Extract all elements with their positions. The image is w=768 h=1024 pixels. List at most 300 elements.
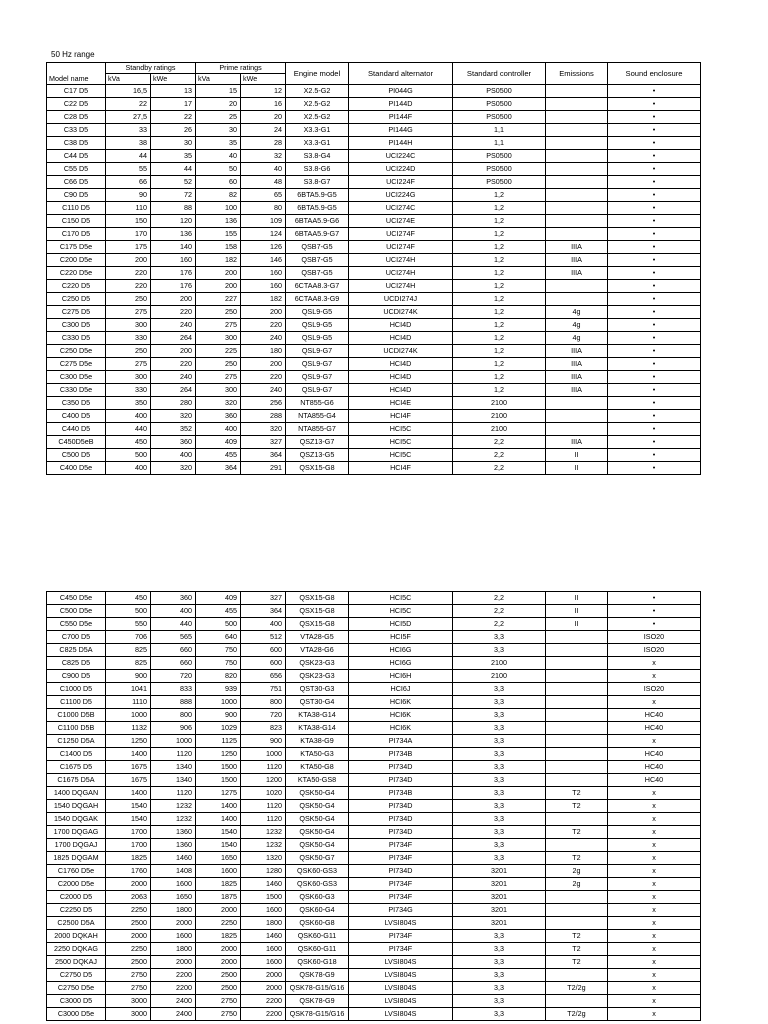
header-emissions: Emissions: [546, 63, 608, 85]
cell-controller: 3,3: [453, 761, 546, 774]
cell-engine-model: QSX15-G8: [286, 592, 349, 605]
cell-standby-kwe: 240: [151, 371, 196, 384]
cell-prime-kva: 100: [196, 202, 241, 215]
cell-prime-kva: 60: [196, 176, 241, 189]
table-row: [47, 592, 701, 605]
cell-prime-kva: 2750: [196, 995, 241, 1008]
cell-controller: PS0500: [453, 98, 546, 111]
cell-emissions: T2: [546, 943, 608, 956]
cell-alternator: PI734B: [349, 748, 453, 761]
cell-standby-kwe: 280: [151, 397, 196, 410]
cell-alternator: PI734D: [349, 813, 453, 826]
cell-prime-kva: 2000: [196, 956, 241, 969]
cell-standby-kwe: 352: [151, 423, 196, 436]
table-row: [47, 683, 701, 696]
table-row: [47, 423, 701, 436]
cell-engine-model: 6BTA5.9-G5: [286, 189, 349, 202]
cell-enclosure: •: [608, 163, 701, 176]
cell-enclosure: x: [608, 956, 701, 969]
cell-prime-kwe: 1280: [241, 865, 286, 878]
table-row: [47, 696, 701, 709]
cell-standby-kva: 1540: [106, 800, 151, 813]
cell-standby-kva: 825: [106, 657, 151, 670]
cell-standby-kwe: 17: [151, 98, 196, 111]
cell-model-name: 1700 DQGAJ: [47, 839, 106, 852]
cell-standby-kwe: 30: [151, 137, 196, 150]
cell-controller: 1,2: [453, 267, 546, 280]
cell-prime-kwe: 1120: [241, 761, 286, 774]
cell-controller: 1,2: [453, 228, 546, 241]
cell-prime-kwe: 600: [241, 657, 286, 670]
cell-standby-kva: 16,5: [106, 85, 151, 98]
cell-enclosure: •: [608, 189, 701, 202]
cell-enclosure: x: [608, 670, 701, 683]
cell-standby-kwe: 660: [151, 644, 196, 657]
cell-standby-kva: 1825: [106, 852, 151, 865]
cell-engine-model: QST30-G4: [286, 696, 349, 709]
cell-emissions: [546, 748, 608, 761]
cell-standby-kva: 170: [106, 228, 151, 241]
cell-alternator: UCI274H: [349, 254, 453, 267]
cell-standby-kwe: 264: [151, 332, 196, 345]
cell-prime-kva: 155: [196, 228, 241, 241]
cell-standby-kva: 1700: [106, 826, 151, 839]
cell-prime-kva: 35: [196, 137, 241, 150]
cell-standby-kwe: 440: [151, 618, 196, 631]
cell-engine-model: KTA50-GS8: [286, 774, 349, 787]
cell-controller: 3,3: [453, 748, 546, 761]
cell-alternator: HCI6H: [349, 670, 453, 683]
cell-standby-kva: 1110: [106, 696, 151, 709]
table-row: [47, 410, 701, 423]
cell-standby-kva: 1675: [106, 761, 151, 774]
table-row: [47, 644, 701, 657]
cell-standby-kva: 825: [106, 644, 151, 657]
cell-emissions: [546, 891, 608, 904]
cell-standby-kva: 706: [106, 631, 151, 644]
cell-alternator: UCI274F: [349, 241, 453, 254]
cell-prime-kva: 225: [196, 345, 241, 358]
cell-standby-kva: 2000: [106, 930, 151, 943]
cell-standby-kva: 220: [106, 267, 151, 280]
cell-enclosure: •: [608, 98, 701, 111]
cell-prime-kwe: 160: [241, 267, 286, 280]
header-row-groups: [47, 63, 701, 74]
cell-prime-kva: 1125: [196, 735, 241, 748]
cell-prime-kwe: 80: [241, 202, 286, 215]
cell-model-name: 1825 DQGAM: [47, 852, 106, 865]
cell-standby-kva: 300: [106, 371, 151, 384]
cell-prime-kva: 1540: [196, 826, 241, 839]
table-top-body: [47, 85, 701, 475]
cell-standby-kwe: 1340: [151, 761, 196, 774]
cell-standby-kva: 550: [106, 618, 151, 631]
cell-alternator: HCI6K: [349, 709, 453, 722]
cell-prime-kva: 1650: [196, 852, 241, 865]
cell-prime-kwe: 1500: [241, 891, 286, 904]
cell-engine-model: QSK50-G4: [286, 800, 349, 813]
cell-model-name: C300 D5e: [47, 371, 106, 384]
cell-standby-kwe: 2400: [151, 995, 196, 1008]
cell-alternator: UCI224D: [349, 163, 453, 176]
table-row: [47, 124, 701, 137]
cell-controller: PS0500: [453, 163, 546, 176]
table-row: [47, 371, 701, 384]
cell-model-name: C55 D5: [47, 163, 106, 176]
cell-engine-model: X3.3-G1: [286, 124, 349, 137]
cell-alternator: LVSI804S: [349, 1008, 453, 1021]
cell-prime-kwe: 240: [241, 384, 286, 397]
cell-prime-kva: 455: [196, 605, 241, 618]
cell-controller: 3,3: [453, 839, 546, 852]
cell-model-name: C170 D5: [47, 228, 106, 241]
cell-alternator: PI734D: [349, 800, 453, 813]
table-row: [47, 722, 701, 735]
cell-engine-model: QSK60-G11: [286, 930, 349, 943]
cell-standby-kwe: 22: [151, 111, 196, 124]
cell-enclosure: •: [608, 319, 701, 332]
table-row: [47, 774, 701, 787]
cell-engine-model: 6CTAA8.3-G7: [286, 280, 349, 293]
cell-engine-model: QSK23-G3: [286, 670, 349, 683]
cell-controller: 1,2: [453, 280, 546, 293]
cell-standby-kva: 275: [106, 358, 151, 371]
cell-prime-kva: 2000: [196, 904, 241, 917]
cell-standby-kwe: 72: [151, 189, 196, 202]
cell-prime-kva: 640: [196, 631, 241, 644]
cell-emissions: [546, 423, 608, 436]
cell-enclosure: HC40: [608, 748, 701, 761]
cell-enclosure: x: [608, 878, 701, 891]
table-row: [47, 319, 701, 332]
cell-emissions: [546, 397, 608, 410]
cell-prime-kwe: 1200: [241, 774, 286, 787]
cell-engine-model: QST30-G3: [286, 683, 349, 696]
cell-alternator: HCI4D: [349, 319, 453, 332]
table-row: [47, 748, 701, 761]
cell-controller: 2,2: [453, 592, 546, 605]
cell-standby-kva: 450: [106, 436, 151, 449]
cell-standby-kva: 1400: [106, 748, 151, 761]
cell-model-name: C825 D5: [47, 657, 106, 670]
table-row: [47, 85, 701, 98]
cell-emissions: IIIA: [546, 254, 608, 267]
cell-emissions: [546, 917, 608, 930]
cell-emissions: [546, 111, 608, 124]
cell-controller: 2100: [453, 423, 546, 436]
cell-prime-kva: 182: [196, 254, 241, 267]
cell-standby-kva: 2750: [106, 969, 151, 982]
cell-model-name: C28 D5: [47, 111, 106, 124]
cell-engine-model: KTA38-G14: [286, 722, 349, 735]
cell-standby-kva: 27,5: [106, 111, 151, 124]
cell-standby-kva: 1760: [106, 865, 151, 878]
cell-standby-kva: 3000: [106, 995, 151, 1008]
cell-emissions: II: [546, 449, 608, 462]
table-row: [47, 449, 701, 462]
table-row: [47, 618, 701, 631]
cell-model-name: 1540 DQGAH: [47, 800, 106, 813]
cell-alternator: HCI5C: [349, 449, 453, 462]
cell-prime-kva: 409: [196, 436, 241, 449]
cell-prime-kwe: 327: [241, 436, 286, 449]
cell-engine-model: QSZ13-G5: [286, 449, 349, 462]
cell-standby-kwe: 264: [151, 384, 196, 397]
table-row: [47, 839, 701, 852]
cell-prime-kva: 250: [196, 306, 241, 319]
table-row: [47, 163, 701, 176]
cell-enclosure: x: [608, 969, 701, 982]
cell-prime-kwe: 2000: [241, 982, 286, 995]
cell-standby-kwe: 1340: [151, 774, 196, 787]
cell-prime-kwe: 1800: [241, 917, 286, 930]
cell-model-name: C500 D5e: [47, 605, 106, 618]
cell-prime-kwe: 900: [241, 735, 286, 748]
cell-model-name: C2750 D5e: [47, 982, 106, 995]
cell-enclosure: x: [608, 787, 701, 800]
cell-model-name: 2250 DQKAG: [47, 943, 106, 956]
cell-standby-kwe: 200: [151, 345, 196, 358]
cell-prime-kwe: 180: [241, 345, 286, 358]
cell-controller: 3,3: [453, 943, 546, 956]
cell-engine-model: QSB7-G5: [286, 241, 349, 254]
cell-alternator: PI144H: [349, 137, 453, 150]
cell-enclosure: •: [608, 215, 701, 228]
cell-prime-kwe: 160: [241, 280, 286, 293]
cell-model-name: C440 D5: [47, 423, 106, 436]
cell-emissions: [546, 774, 608, 787]
cell-engine-model: QSX15-G8: [286, 462, 349, 475]
table-row: [47, 228, 701, 241]
cell-model-name: C2250 D5: [47, 904, 106, 917]
table-row: [47, 956, 701, 969]
cell-emissions: [546, 293, 608, 306]
cell-prime-kva: 1000: [196, 696, 241, 709]
cell-prime-kva: 409: [196, 592, 241, 605]
cell-standby-kva: 1250: [106, 735, 151, 748]
table-row: [47, 631, 701, 644]
cell-model-name: 2500 DQKAJ: [47, 956, 106, 969]
cell-enclosure: •: [608, 423, 701, 436]
cell-enclosure: x: [608, 852, 701, 865]
cell-emissions: 2g: [546, 865, 608, 878]
cell-emissions: [546, 761, 608, 774]
cell-emissions: [546, 631, 608, 644]
cell-alternator: PI734D: [349, 761, 453, 774]
cell-engine-model: QSL9-G5: [286, 319, 349, 332]
cell-prime-kva: 320: [196, 397, 241, 410]
cell-model-name: C2000 D5e: [47, 878, 106, 891]
cell-enclosure: x: [608, 813, 701, 826]
cell-standby-kwe: 800: [151, 709, 196, 722]
cell-standby-kwe: 2200: [151, 982, 196, 995]
cell-controller: 2100: [453, 670, 546, 683]
cell-prime-kwe: 2200: [241, 995, 286, 1008]
cell-prime-kva: 360: [196, 410, 241, 423]
cell-alternator: HCI4F: [349, 410, 453, 423]
cell-engine-model: S3.8-G4: [286, 150, 349, 163]
cell-controller: 1,2: [453, 306, 546, 319]
cell-emissions: [546, 410, 608, 423]
cell-standby-kva: 2750: [106, 982, 151, 995]
cell-engine-model: QSX15-G8: [286, 618, 349, 631]
cell-standby-kwe: 1120: [151, 787, 196, 800]
cell-standby-kva: 2500: [106, 956, 151, 969]
cell-model-name: 1700 DQGAG: [47, 826, 106, 839]
cell-controller: 1,2: [453, 384, 546, 397]
cell-standby-kva: 900: [106, 670, 151, 683]
cell-standby-kwe: 565: [151, 631, 196, 644]
table-row: [47, 111, 701, 124]
cell-emissions: T2: [546, 800, 608, 813]
header-controller: Standard controller: [453, 63, 546, 85]
header-standby: Standby ratings: [106, 63, 196, 74]
cell-standby-kva: 55: [106, 163, 151, 176]
cell-prime-kwe: 220: [241, 371, 286, 384]
table-row: [47, 345, 701, 358]
header-enclosure: Sound enclosure: [608, 63, 701, 85]
cell-prime-kva: 1825: [196, 878, 241, 891]
cell-enclosure: •: [608, 397, 701, 410]
cell-prime-kva: 1825: [196, 930, 241, 943]
cell-controller: 2,2: [453, 449, 546, 462]
cell-emissions: [546, 995, 608, 1008]
cell-prime-kwe: 65: [241, 189, 286, 202]
cell-engine-model: QSL9-G7: [286, 358, 349, 371]
cell-prime-kva: 82: [196, 189, 241, 202]
cell-controller: 1,2: [453, 332, 546, 345]
cell-standby-kva: 275: [106, 306, 151, 319]
cell-engine-model: S3.8-G7: [286, 176, 349, 189]
cell-controller: 1,2: [453, 215, 546, 228]
cell-emissions: 2g: [546, 878, 608, 891]
cell-standby-kwe: 2000: [151, 956, 196, 969]
cell-prime-kva: 1400: [196, 813, 241, 826]
cell-controller: 2100: [453, 657, 546, 670]
cell-controller: 1,1: [453, 137, 546, 150]
cell-prime-kva: 1275: [196, 787, 241, 800]
cell-controller: 3,3: [453, 696, 546, 709]
cell-emissions: [546, 683, 608, 696]
table-row: [47, 241, 701, 254]
cell-engine-model: NTA855-G4: [286, 410, 349, 423]
cell-emissions: IIIA: [546, 384, 608, 397]
cell-enclosure: •: [608, 345, 701, 358]
table-row: [47, 384, 701, 397]
cell-prime-kva: 750: [196, 644, 241, 657]
cell-prime-kva: 275: [196, 371, 241, 384]
table-row: [47, 735, 701, 748]
cell-controller: 3,3: [453, 813, 546, 826]
table-row: [47, 176, 701, 189]
cell-alternator: PI144D: [349, 98, 453, 111]
cell-standby-kva: 330: [106, 384, 151, 397]
cell-prime-kva: 25: [196, 111, 241, 124]
table-row: [47, 189, 701, 202]
cell-standby-kva: 250: [106, 345, 151, 358]
cell-prime-kva: 900: [196, 709, 241, 722]
cell-alternator: HCI6G: [349, 657, 453, 670]
cell-prime-kwe: 291: [241, 462, 286, 475]
cell-engine-model: X2.5-G2: [286, 85, 349, 98]
cell-alternator: UCI224F: [349, 176, 453, 189]
cell-standby-kwe: 1800: [151, 904, 196, 917]
cell-prime-kwe: 1600: [241, 904, 286, 917]
range-title: 50 Hz range: [51, 50, 95, 59]
cell-model-name: C44 D5: [47, 150, 106, 163]
table-row: [47, 605, 701, 618]
cell-controller: 2,2: [453, 436, 546, 449]
cell-standby-kwe: 320: [151, 462, 196, 475]
cell-enclosure: •: [608, 254, 701, 267]
cell-standby-kva: 200: [106, 254, 151, 267]
cell-model-name: C825 D5A: [47, 644, 106, 657]
cell-emissions: 4g: [546, 319, 608, 332]
cell-alternator: UCI224G: [349, 189, 453, 202]
cell-alternator: UCDI274K: [349, 306, 453, 319]
cell-standby-kva: 330: [106, 332, 151, 345]
cell-prime-kva: 2750: [196, 1008, 241, 1021]
cell-model-name: C400 D5e: [47, 462, 106, 475]
cell-model-name: C175 D5e: [47, 241, 106, 254]
cell-model-name: C1100 D5: [47, 696, 106, 709]
cell-engine-model: NT855-G6: [286, 397, 349, 410]
cell-standby-kva: 3000: [106, 1008, 151, 1021]
cell-model-name: C2000 D5: [47, 891, 106, 904]
cell-engine-model: QSX15-G8: [286, 605, 349, 618]
cell-engine-model: S3.8-G6: [286, 163, 349, 176]
cell-emissions: [546, 735, 608, 748]
cell-controller: 3,3: [453, 800, 546, 813]
cell-engine-model: 6BTAA5.9-G6: [286, 215, 349, 228]
cell-controller: PS0500: [453, 111, 546, 124]
cell-engine-model: QSK50-G4: [286, 787, 349, 800]
cell-controller: 3,3: [453, 982, 546, 995]
cell-prime-kwe: 656: [241, 670, 286, 683]
table-bottom-body: [47, 592, 701, 1021]
cell-standby-kva: 1700: [106, 839, 151, 852]
cell-engine-model: QSK78-G9: [286, 995, 349, 1008]
header-model: Model name: [47, 74, 106, 85]
cell-controller: 3,3: [453, 969, 546, 982]
cell-model-name: C1000 D5: [47, 683, 106, 696]
cell-controller: 1,2: [453, 358, 546, 371]
cell-standby-kwe: 35: [151, 150, 196, 163]
cell-enclosure: x: [608, 839, 701, 852]
cell-prime-kwe: 1000: [241, 748, 286, 761]
cell-prime-kva: 20: [196, 98, 241, 111]
cell-standby-kva: 250: [106, 293, 151, 306]
cell-engine-model: QSK60-G18: [286, 956, 349, 969]
table-row: [47, 917, 701, 930]
cell-enclosure: •: [608, 436, 701, 449]
cell-standby-kwe: 400: [151, 449, 196, 462]
cell-prime-kva: 500: [196, 618, 241, 631]
cell-emissions: IIIA: [546, 358, 608, 371]
cell-engine-model: 6CTAA8.3-G9: [286, 293, 349, 306]
cell-controller: 3,3: [453, 631, 546, 644]
cell-alternator: LVSI804S: [349, 969, 453, 982]
cell-alternator: HCI4D: [349, 358, 453, 371]
cell-engine-model: VTA28-G5: [286, 631, 349, 644]
cell-alternator: UCDI274J: [349, 293, 453, 306]
cell-prime-kva: 30: [196, 124, 241, 137]
cell-enclosure: •: [608, 267, 701, 280]
cell-model-name: C3000 D5: [47, 995, 106, 1008]
cell-prime-kva: 1600: [196, 865, 241, 878]
cell-standby-kwe: 1600: [151, 878, 196, 891]
cell-standby-kwe: 1408: [151, 865, 196, 878]
